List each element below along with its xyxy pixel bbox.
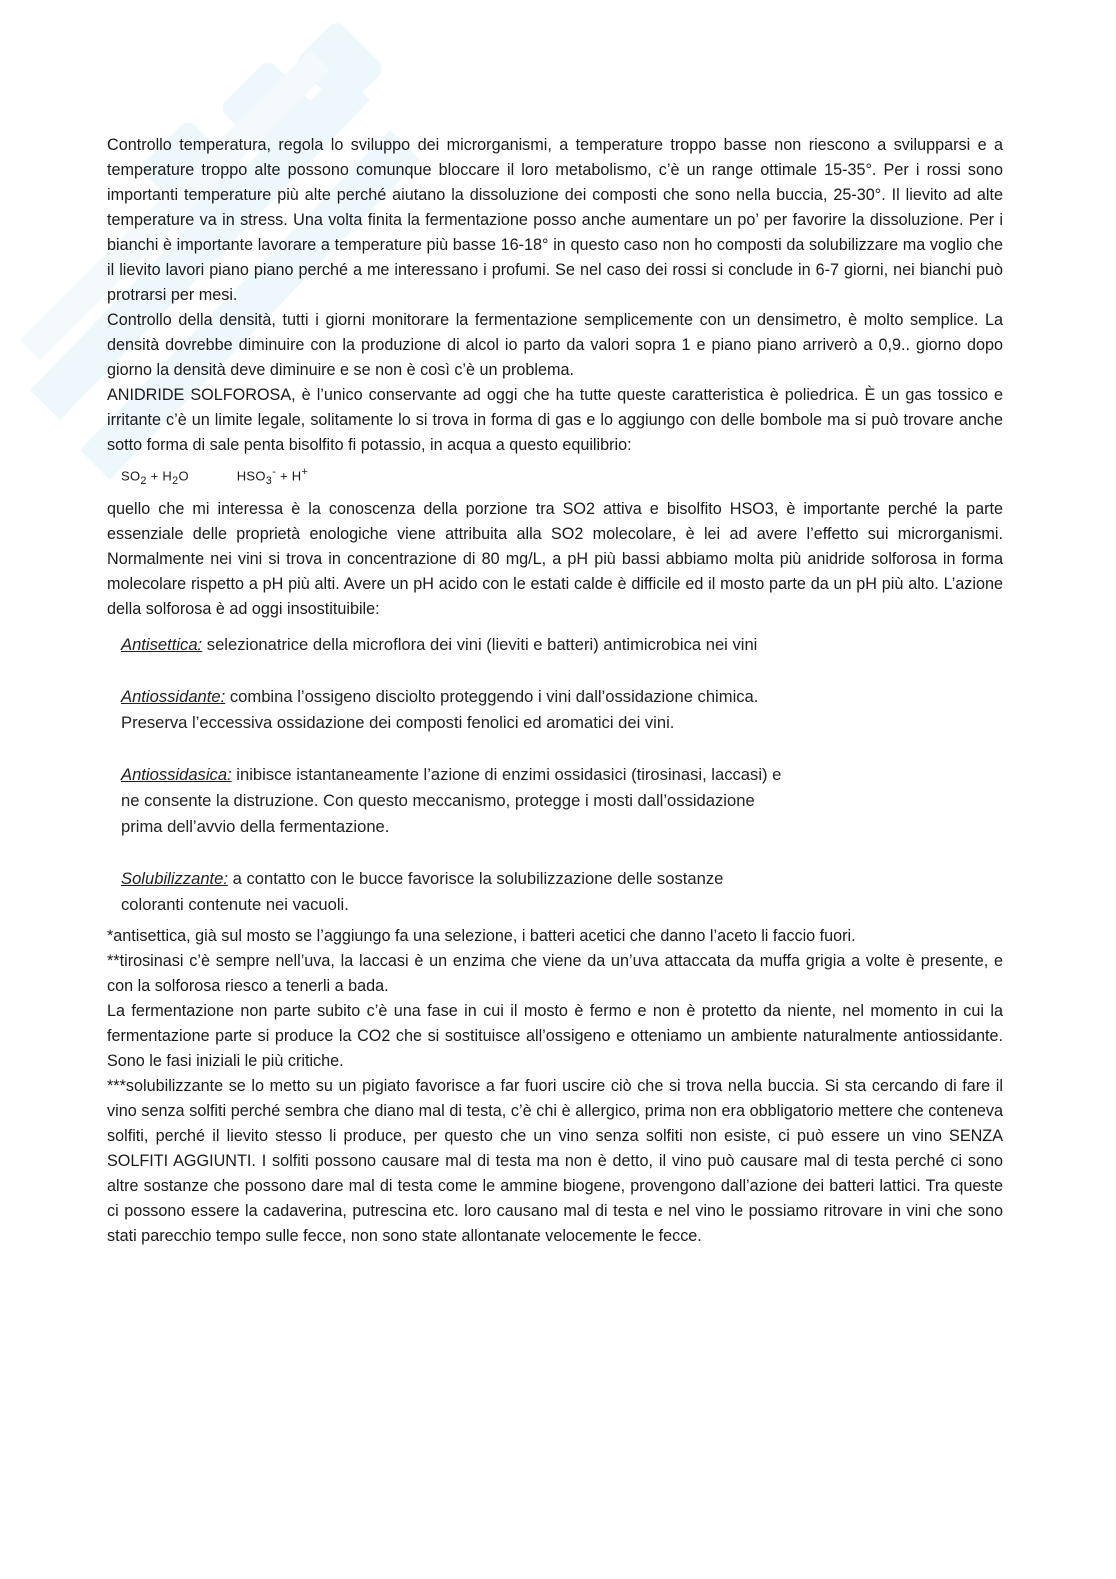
note-solubilizzante: ***solubilizzante se lo metto su un pigiato favorisce a far fuori uscire ciò che si trova nella buccia. Si sta cercando di fare il vino senza solfiti perché sembra che diano mal di testa, c’è chi è allergico, prima non era obbligatorio mettere che conteneva solfiti, perché il lievito stesso li produce, per questo che un vino senza solfiti non esiste, ci può essere un vino SENZA SOLFITI AGGIUNTI. I solfiti possono causare mal di testa ma non è detto, il vino può causare mal di testa perché ci sono altre sostanze che possono dare mal di testa come le ammine biogene, provengono dall’azione dei batteri lattici. Tra queste ci possono essere la cadaverina, putrescina etc. loro causano mal di testa e nel vino le possiamo ritrovare in vini che sono stati parecchio tempo sulle fecce, non sono state allontanate velocemente le fecce. (107, 1076, 1003, 1245)
paragraph-densita: Controllo della densità, tutti i giorni monitorare la fermentazione semplicemente con un densimetro, è molto semplice. La densità dovrebbe diminuire con la produzione di alcol io parto da valori sopra 1 e piano piano arriverò a 0,9.. giorno dopo giorno la densità deve diminuire e se non è così c’è un problema. (107, 311, 1003, 379)
paragraph-temperatura: Controllo temperatura, regola lo sviluppo dei microrganismi, a temperature troppo basse non riescono a svilupparsi e a temperature troppo alte possono comunque bloccare il loro metabolismo, c’è un range ottimale 15-35°. Per i rossi sono importanti temperature più alte perché aiutano la dissoluzione dei composti che sono nella buccia, 25-30°. Il lievito ad alte temperature va in stress. Una volta finita la fermentazione posso anche aumentare un po’ per favorire la dissoluzione. Per i bianchi è importante lavorare a temperature più basse 16-18° in questo caso non ho composti da solubilizzare ma voglio che il lievito lavori piano piano perché a me interessano i profumi. Se nel caso dei rossi si conclude in 6-7 giorni, nei bianchi può protrarsi per mesi. (107, 136, 1003, 304)
solforosa-actions-figure (121, 632, 901, 918)
figure-item-antisettica: Antisettica: selezionatrice della microflora dei vini (lieviti e batteri) antimicrobica nei vini (121, 634, 758, 654)
paragraph-porzione: quello che mi interessa è la conoscenza della porzione tra SO2 attiva e bisolfito HSO3, è importante perché la parte essenziale delle proprietà enologiche viene attribuita alla SO2 molecolare, è lei ad avere l’effetto sui microrganismi. Normalmente nei vini si trova in concentrazione di 80 mg/L, a pH più bassi abbiamo molta più anidride solforosa in forma molecolare rispetto a pH più alti. Avere un pH acido con le estati calde è difficile ed il mosto parte da un pH più alto. L’azione della solforosa è ad oggi insostituibile: (107, 499, 1003, 618)
figure-item-antiossidasica: Antiossidasica: inibisce istantaneamente l’azione di enzimi ossidasici (tirosinasi, laccasi) e ne consente la distruzione. Con questo meccanismo, protegge i mosti dall’ossidazione prima dell’avvio della fermentazione. (121, 764, 782, 836)
figure-item-solubilizzante: Solubilizzante: a contatto con le bucce favorisce la solubilizzazione delle sostanze coloranti contenute nei vacuoli. (121, 868, 724, 914)
figure-item-antiossidante: Antiossidante: combina l’ossigeno disciolto proteggendo i vini dall’ossidazione chimica. Preserva l’eccessiva ossidazione dei composti fenolici ed aromatici dei vini. (121, 686, 759, 732)
notes-section (107, 924, 1003, 1249)
document-body (107, 133, 1003, 1249)
paragraph-anidride-solforosa: ANIDRIDE SOLFOROSA, è l’unico conservante ad oggi che ha tutte queste caratteristica è poliedrica. È un gas tossico e irritante c’è un limite legale, solitamente lo si trova in forma di gas e lo aggiungo con delle bombole ma si può trovare anche sotto forma di sale penta bisolfito fi potassio, in acqua a questo equilibrio: (107, 386, 1003, 454)
note-tirosinasi: **tirosinasi c’è sempre nell’uva, la laccasi è un enzima che viene da un’uva attaccata da muffa grigia a volte è presente, e con la solforosa riesco a tenerli a bada. (107, 951, 1003, 995)
chemical-equilibrium-formula: $SO_2 + H_2O$ $HSO_3^- + H^+$ (121, 466, 309, 487)
note-antisettica: *antisettica, già sul mosto se l’aggiungo fa una selezione, i batteri acetici che danno l’aceto li faccio fuori. (107, 926, 856, 945)
paragraph-fermentazione: La fermentazione non parte subito c’è una fase in cui il mosto è fermo e non è protetto da niente, nel momento in cui la fermentazione parte si produce la CO2 che si sostituisce all’ossigeno e otteniamo un ambiente naturalmente antiossidante. Sono le fasi iniziali le più critiche. (107, 1001, 1003, 1070)
